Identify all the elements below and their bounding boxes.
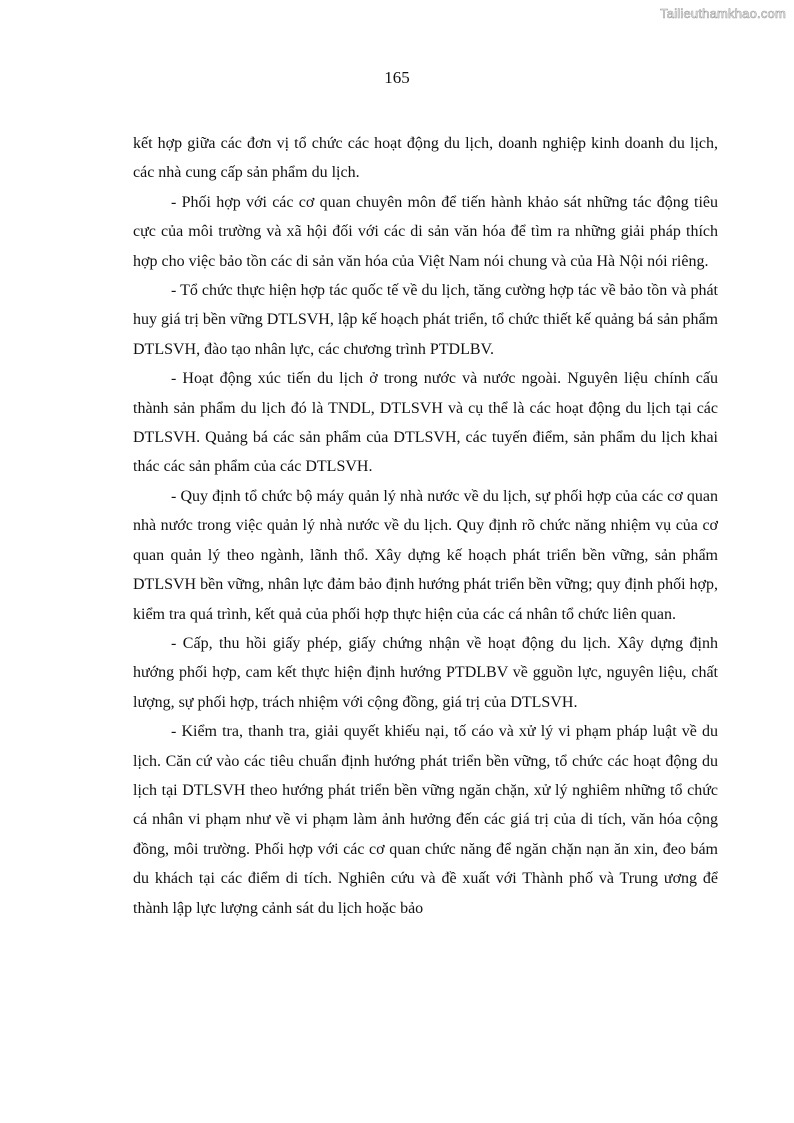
paragraph-regulation: - Quy định tổ chức bộ máy quản lý nhà nước về du lịch, sự phối hợp của các cơ quan nhà nước trong việc quản lý nhà nước về du lịch. Quy định rõ chức năng nhiệm vụ của cơ quan quản lý theo ngành, lãnh thổ. Xây dựng kế hoạch phát triển bền vững, sản phẩm DTLSVH bền vững, nhân lực đảm bảo định hướng phát triển bền vững; quy định phối hợp, kiểm tra quá trình, kết quả của phối hợp thực hiện của các cá nhân tổ chức liên quan. <box>133 487 718 623</box>
paragraph-international-cooperation: - Tổ chức thực hiện hợp tác quốc tế về du lịch, tăng cường hợp tác về bảo tồn và phát huy giá trị bền vững DTLSVH, lập kế hoạch phát triển, tổ chức thiết kế quảng bá sản phẩm DTLSVH, đào tạo nhân lực, các chương trình PTDLBV. <box>133 282 718 358</box>
paragraph-promotion: - Hoạt động xúc tiến du lịch ở trong nước và nước ngoài. Nguyên liệu chính cấu thành sản phẩm du lịch đó là TNDL, DTLSVH và cụ thể là các hoạt động du lịch tại các DTLSVH. Quảng bá các sản phẩm của DTLSVH, các tuyến điểm, sản phẩm du lịch khai thác các sản phẩm của các DTLSVH. <box>133 370 718 476</box>
paragraph-continuation: kết hợp giữa các đơn vị tổ chức các hoạt động du lịch, doanh nghiệp kinh doanh du lịch, các nhà cung cấp sản phẩm du lịch. <box>133 135 718 182</box>
page-number: 165 <box>384 68 410 87</box>
paragraph-licensing: - Cấp, thu hồi giấy phép, giấy chứng nhận về hoạt động du lịch. Xây dựng định hướng phối hợp, cam kết thực hiện định hướng PTDLBV về gguồn lực, nguyên liệu, chất lượng, sự phối hợp, trách nhiệm với cộng đồng, giá trị của DTLSVH. <box>133 634 718 711</box>
paragraph-inspection: - Kiểm tra, thanh tra, giải quyết khiếu nại, tố cáo và xử lý vi phạm pháp luật về du lịch. Căn cứ vào các tiêu chuẩn định hướng phát triển bền vững, tổ chức các hoạt động du lịch tại DTLSVH theo hướng phát triển bền vững ngăn chặn, xử lý nghiêm những tổ chức cá nhân vi phạm như về vi phạm làm ảnh hưởng đến các giá trị của di tích, văn hóa cộng đồng, môi trường. Phối hợp với các cơ quan chức năng để ngăn chặn nạn ăn xin, đeo bám du khách tại các điểm di tích. Nghiên cứu và đề xuất với Thành phố và Trung ương để thành lập lực lượng cảnh sát du lịch hoặc bảo <box>133 723 718 917</box>
paragraph-coordination: - Phối hợp với các cơ quan chuyên môn để tiến hành khảo sát những tác động tiêu cực của môi trường và xã hội đối với các di sản văn hóa để tìm ra những giải pháp thích hợp cho việc bảo tồn các di sản văn hóa của Việt Nam nói chung và của Hà Nội nói riêng. <box>133 193 718 270</box>
watermark: Tailieuthamkhao.com <box>660 6 786 21</box>
document-body <box>133 129 718 923</box>
